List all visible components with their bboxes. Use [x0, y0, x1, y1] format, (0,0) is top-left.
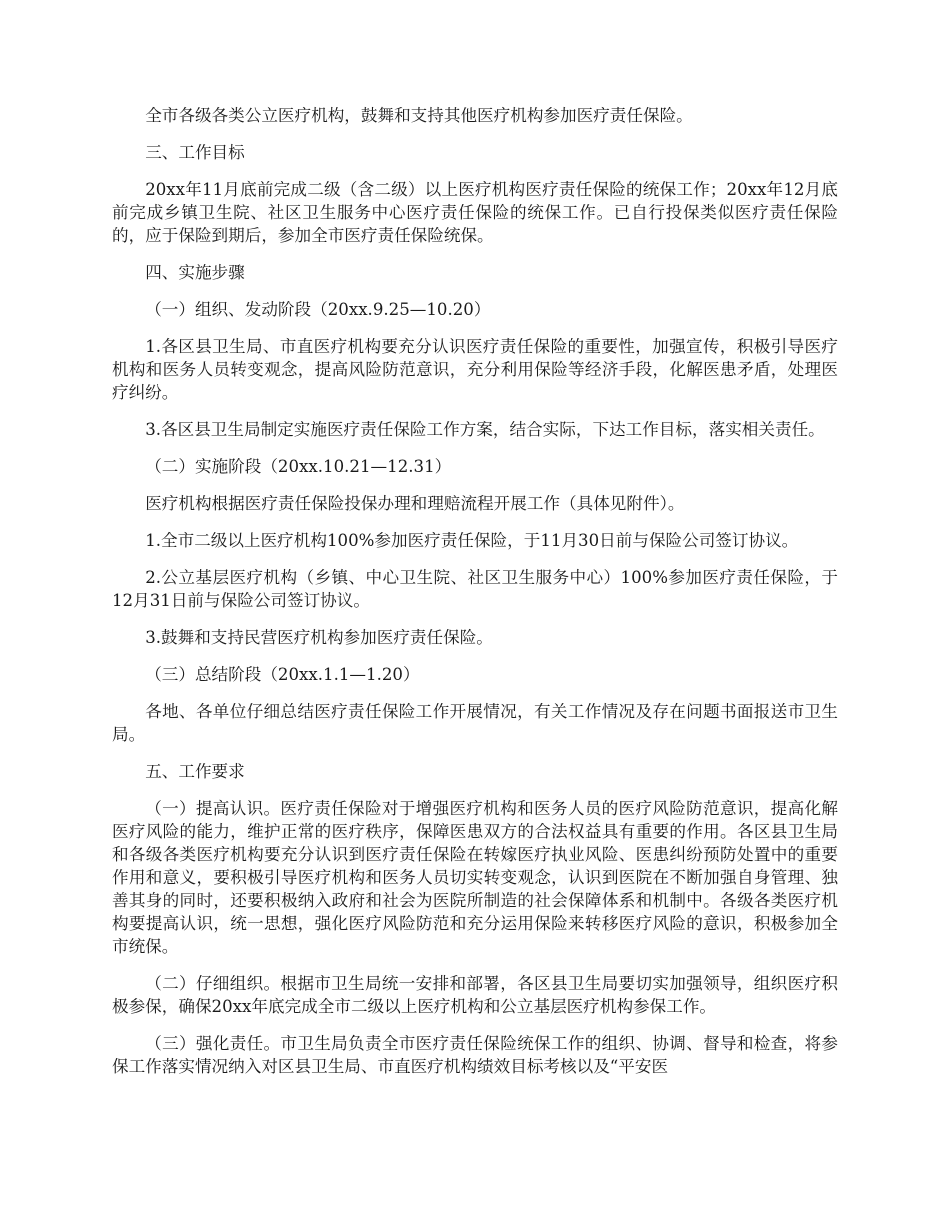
paragraph: 各地、各单位仔细总结医疗责任保险工作开展情况，有关工作情况及存在问题书面报送市卫生局。: [112, 702, 838, 744]
paragraph: 3.各区县卫生局制定实施医疗责任保险工作方案，结合实际，下达工作目标，落实相关责任。: [145, 420, 825, 439]
paragraph: 医疗机构根据医疗责任保险投保办理和理赔流程开展工作（具体见附件）。: [145, 494, 685, 513]
paragraph: 全市各级各类公立医疗机构，鼓舞和支持其他医疗机构参加医疗责任保险。: [145, 106, 693, 125]
paragraph: 20xx年11月底前完成二级（含二级）以上医疗机构医疗责任保险的统保工作；20xx年12月底前完成乡镇卫生院、社区卫生服务中心医疗责任保险的统保工作。已自行投保类似医疗责任保险的，应于保险到期后，参加全市医疗责任保险统保。: [112, 180, 838, 245]
subsection-heading: （二）实施阶段（20xx.10.21—12.31）: [145, 457, 452, 476]
section-heading: 五、工作要求: [145, 762, 245, 781]
paragraph: （三）强化责任。市卫生局负责全市医疗责任保险统保工作的组织、协调、督导和检查，将参保工作落实情况纳入对区县卫生局、市直医疗机构绩效目标考核以及“平安医: [112, 1034, 838, 1076]
document-body: [112, 104, 838, 1090]
paragraph: （二）仔细组织。根据市卫生局统一安排和部署，各区县卫生局要切实加强领导，组织医疗积极参保，确保20xx年底完成全市二级以上医疗机构和公立基层医疗机构参保工作。: [112, 974, 838, 1016]
paragraph: 1.全市二级以上医疗机构100%参加医疗责任保险，于11月30日前与保险公司签订协议。: [145, 531, 799, 550]
paragraph: 1.各区县卫生局、市直医疗机构要充分认识医疗责任保险的重要性，加强宣传，积极引导医疗机构和医务人员转变观念，提高风险防范意识，充分利用保险等经济手段，化解医患矛盾，处理医疗纠纷。: [112, 337, 838, 402]
section-heading: 四、实施步骤: [145, 263, 245, 282]
section-heading: 三、工作目标: [145, 143, 245, 162]
subsection-heading: （三）总结阶段（20xx.1.1—1.20）: [145, 665, 420, 684]
paragraph: （一）提高认识。医疗责任保险对于增强医疗机构和医务人员的医疗风险防范意识，提高化解医疗风险的能力，维护正常的医疗秩序，保障医患双方的合法权益具有重要的作用。各区县卫生局和各级各类医疗机构要充分认识到医疗责任保险在转嫁医疗执业风险、医患纠纷预防处置中的重要作用和意义，要积极引导医疗机构和医务人员切实转变观念，认识到医院在不断加强自身管理、独善其身的同时，还要积极纳入政府和社会为医院所制造的社会保障体系和机制中。各级各类医疗机构要提高认识，统一思想，强化医疗风险防范和充分运用保险来转移医疗风险的意识，积极参加全市统保。: [112, 799, 838, 956]
subsection-heading: （一）组织、发动阶段（20xx.9.25—10.20）: [145, 300, 491, 319]
paragraph: 3.鼓舞和支持民营医疗机构参加医疗责任保险。: [145, 628, 493, 647]
paragraph: 2.公立基层医疗机构（乡镇、中心卫生院、社区卫生服务中心）100%参加医疗责任保险，于12月31日前与保险公司签订协议。: [112, 568, 838, 610]
